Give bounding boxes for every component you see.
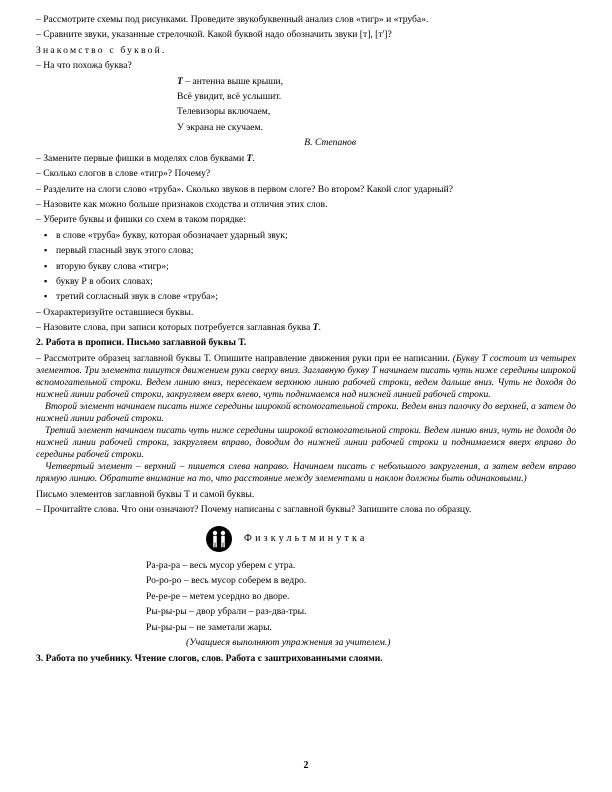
instruction-line: Письмо элементов заглавной буквы Т и самой буквы. (36, 488, 255, 500)
list-item: ▪ букву Р в обоих словах; (56, 276, 576, 288)
list-item: ▪ третий согласный звук в слове «труба»; (56, 291, 576, 303)
fizminutka-header (206, 526, 576, 552)
poem-author: В. Степанов (304, 137, 356, 148)
instruction-line: – Сравните звуки, указанные стрелочкой. Какой буквой надо обозначить звуки [т], [т']? (36, 29, 392, 41)
paragraph (36, 353, 576, 401)
question-line: – Разделите на слоги слово «труба». Сколько звуков в первом слоге? Во втором? Какой слог ударный? (36, 183, 453, 195)
paragraph-italic: (Букву Т состоит из четырех элементов. Три элемента пишутся движением руки сверху вниз. Заглавную букву Т начинаем писать чуть ниже середины широкой вспомогательной строки. Ведем линию вниз, пересекаем верхнюю линию рабочей строки, ведем дальше вниз. Чуть не доходя до нижней линии рабочей строки, закругляем вверх влево, чуть поднимаемся над нижней линией рабочей строки. (36, 352, 576, 400)
rhyme-line: Ре-ре-ре – метем усердно во дворе. (146, 590, 290, 602)
instruction-line: – Рассмотрите схемы под рисунками. Проведите звукобуквенный анализ слов «тигр» и «труба». (36, 14, 429, 25)
instruction-line: – На что похожа буква? (36, 60, 132, 72)
rhyme-line: Ра-ра-ра – весь мусор уберем с утра. (146, 560, 296, 572)
question-line: – Охарактеризуйте оставшиеся буквы. (36, 306, 194, 318)
paragraph: Четвертый элемент – верхний – пишется слева направо. Начинаем писать с небольшого закругления, а затем ведем вправо прямую линию. Обратите внимание на то, что расстояние между элементами и наклон должны быть одинаковыми.) (36, 460, 576, 484)
question-line: – Уберите буквы и фишки со схем в таком порядке: (36, 214, 246, 226)
poem-line-text: – антенна выше крыши, (182, 75, 284, 87)
document-page (36, 14, 576, 668)
rhyme-note: (Учащиеся выполняют упражнения за учителем.) (186, 636, 391, 648)
poem-line (177, 76, 576, 88)
rhyme-line: Ры-ры-ры – двор убрали – раз-два-тры. (146, 606, 307, 618)
paragraph: Третий элемент начинаем писать чуть ниже середины широкой вспомогательной строки. Ведем линию вниз, чуть не доходя до нижней линии рабочей строки, закругляем вправо, доводим до нижней линии рабочей строки и поднимаемся вверх вправо до середины рабочей строки. (36, 424, 576, 460)
subheading: Знакомство с буквой. (36, 44, 167, 56)
two-people-icon (206, 526, 232, 552)
list-item: ▪ в слове «труба» букву, которая обозначает ударный звук; (56, 230, 576, 242)
list-item: ▪ первый гласный звук этого слова; (56, 245, 576, 257)
paragraph: Второй элемент начинаем писать ниже середины широкой вспомогательной строки. Ведем вниз палочку до верхней, а затем до нижней линии рабочей строки. (36, 400, 576, 424)
question-line: – Назовите как можно больше признаков сходства и отличия этих слов. (36, 199, 328, 211)
bullet-list (36, 230, 576, 303)
section-heading: 3. Работа по учебнику. Чтение слогов, слов. Работа с заштрихованными слоями. (36, 652, 383, 664)
rhyme (146, 560, 576, 633)
paragraph-lead: – Рассмотрите образец заглавной буквы Т. Опишите направление движения руки при ее написании. (36, 352, 453, 364)
list-item: ▪ вторую букву слова «тигр»; (56, 261, 576, 273)
poem-line: У экрана не скучаем. (177, 121, 263, 133)
poem-line: Телевизоры включаем, (177, 106, 271, 118)
question-line: – Сколько слогов в слове «тигр»? Почему? (36, 168, 211, 180)
poem-line: Всё увидит, всё услышит. (177, 90, 282, 102)
fizminutka-title: Физкультминутка (244, 532, 368, 544)
poem (177, 76, 576, 134)
rhyme-line: Ры-ры-ры – не заметали жары. (146, 621, 272, 633)
question-line: – Замените первые фишки в моделях слов буквами Т. (36, 152, 255, 164)
poem-letter: Т (177, 75, 183, 87)
rhyme-line: Ро-ро-ро – весь мусор соберем в ведро. (146, 575, 307, 587)
instruction-line: – Прочитайте слова. Что они означают? Почему написаны с заглавной буквы? Запишите слова по образцу. (36, 504, 472, 516)
question-line: – Назовите слова, при записи которых потребуется заглавная буква Т. (36, 322, 321, 334)
page-number: 2 (303, 760, 309, 771)
section-heading: 2. Работа в прописи. Письмо заглавной буквы Т. (36, 337, 247, 349)
